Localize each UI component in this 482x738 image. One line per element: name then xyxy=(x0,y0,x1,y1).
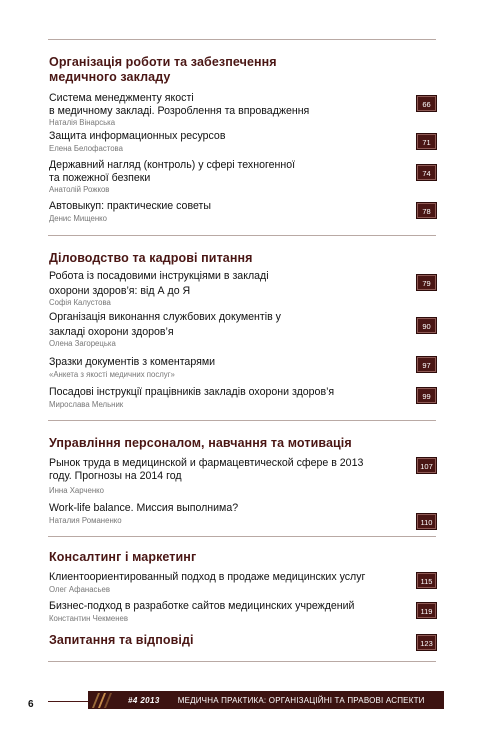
section-divider xyxy=(48,536,436,537)
footer-magazine-title: МЕДИЧНА ПРАКТИКА: ОРГАНІЗАЦІЙНІ ТА ПРАВОВІ АСПЕКТИ xyxy=(177,695,425,705)
entry-title-line: Автовыкуп: практические советы xyxy=(49,200,211,212)
footer-bar xyxy=(122,691,444,709)
entry-author: Константин Чекменев xyxy=(49,613,129,623)
toc-entry[interactable] xyxy=(49,130,437,154)
top-divider xyxy=(48,39,436,40)
section-title-organization xyxy=(49,55,437,85)
entry-author: Олег Афанасьев xyxy=(49,584,110,594)
entry-author: «Анкета з якості медичних послуг» xyxy=(49,369,175,379)
section-divider xyxy=(48,235,436,236)
footer-issue: #4 2013 xyxy=(128,695,160,705)
page-number-badge[interactable]: 71 xyxy=(416,133,437,150)
toc-entry[interactable] xyxy=(49,502,437,526)
entry-title-line: Організація виконання службових документів у xyxy=(49,311,281,323)
page-number-badge[interactable]: 66 xyxy=(416,95,437,112)
toc-entry[interactable] xyxy=(49,92,437,128)
toc-entry[interactable] xyxy=(49,270,437,308)
toc-entry[interactable] xyxy=(49,600,437,624)
entry-title-line: Зразки документів з коментарями xyxy=(49,356,216,368)
section-title-personnel xyxy=(49,436,437,451)
entry-title-line: Защита информационных ресурсов xyxy=(49,130,226,142)
entry-title-line: Бизнес-подход в разработке сайтов медицинских учреждений xyxy=(49,600,355,612)
section-title-line: Організація роботи та забезпечення xyxy=(49,55,277,69)
entry-title-line: в медичному закладі. Розроблення та впровадження xyxy=(49,104,310,117)
entry-author: Софія Калустова xyxy=(49,298,111,307)
footer-divider xyxy=(48,701,88,702)
section-title-line: Консалтинг і маркетинг xyxy=(49,550,197,564)
page-number-badge[interactable]: 78 xyxy=(416,202,437,219)
entry-author: Инна Харченко xyxy=(49,486,104,495)
toc-entry[interactable] xyxy=(49,311,437,349)
footer-page-number: 6 xyxy=(28,699,34,710)
entry-author: Денис Мищенко xyxy=(49,213,107,223)
page-number-badge[interactable]: 107 xyxy=(416,457,437,474)
entry-title-line: Work-life balance. Миссия выполнима? xyxy=(49,502,239,514)
entry-title-line: Посадові інструкції працівників закладів охорони здоров’я xyxy=(49,386,335,398)
page-number-badge[interactable]: 79 xyxy=(416,274,437,291)
section-divider xyxy=(48,420,436,421)
entry-title-line: Рынок труда в медицинской и фармацевтической сфере в 2013 xyxy=(49,457,364,469)
page-number-badge[interactable]: 115 xyxy=(416,572,437,589)
page-number-badge[interactable]: 90 xyxy=(416,317,437,334)
entry-title-line: году. Прогнозы на 2014 год xyxy=(49,469,182,482)
entry-title-line: Клиентоориентированный подход в продаже медицинских услуг xyxy=(49,571,366,583)
page-number-badge[interactable]: 74 xyxy=(416,164,437,181)
entry-title-line: Державний нагляд (контроль) у сфері техногенної xyxy=(49,159,296,171)
entry-author: Мирослава Мельник xyxy=(49,399,124,409)
page-number-badge[interactable]: 99 xyxy=(416,387,437,404)
entry-title-line: закладі охорони здоров’я xyxy=(49,325,174,338)
entry-author: Наталия Романенко xyxy=(49,515,122,525)
toc-entry[interactable] xyxy=(49,457,437,496)
toc-entry[interactable] xyxy=(49,200,437,224)
toc-entry[interactable] xyxy=(49,356,437,380)
entry-author: Олена Загорецька xyxy=(49,339,116,348)
section-title-line: медичного закладу xyxy=(49,70,171,84)
toc-entry[interactable] xyxy=(49,386,437,410)
toc-entry[interactable] xyxy=(49,159,437,195)
section-divider xyxy=(48,661,436,662)
toc-entry-qa[interactable] xyxy=(49,633,437,648)
toc-entry[interactable] xyxy=(49,571,437,595)
section-title-qa: Запитання та відповіді xyxy=(49,633,194,647)
section-title-records xyxy=(49,251,437,266)
entry-title-line: та пожежної безпеки xyxy=(49,171,151,184)
entry-author: Елена Белофастова xyxy=(49,143,123,153)
page-number-badge[interactable]: 97 xyxy=(416,356,437,373)
entry-title-line: Система менеджменту якості xyxy=(49,92,194,104)
entry-title-line: Робота із посадовими інструкціями в закладі xyxy=(49,270,269,282)
section-title-consulting xyxy=(49,550,437,565)
entry-author: Наталія Вінарська xyxy=(49,118,116,127)
entry-author: Анатолій Рожков xyxy=(49,185,110,194)
section-title-line: Управління персоналом, навчання та мотивація xyxy=(49,436,352,450)
page-number-badge[interactable]: 110 xyxy=(416,513,437,530)
logo-icon xyxy=(88,691,122,709)
section-title-line: Діловодство та кадрові питання xyxy=(49,251,253,265)
entry-title-line: охорони здоров’я: від А до Я xyxy=(49,284,191,297)
page-number-badge[interactable]: 123 xyxy=(416,634,437,651)
logo-graphic xyxy=(88,691,122,709)
page-number-badge[interactable]: 119 xyxy=(416,602,437,619)
